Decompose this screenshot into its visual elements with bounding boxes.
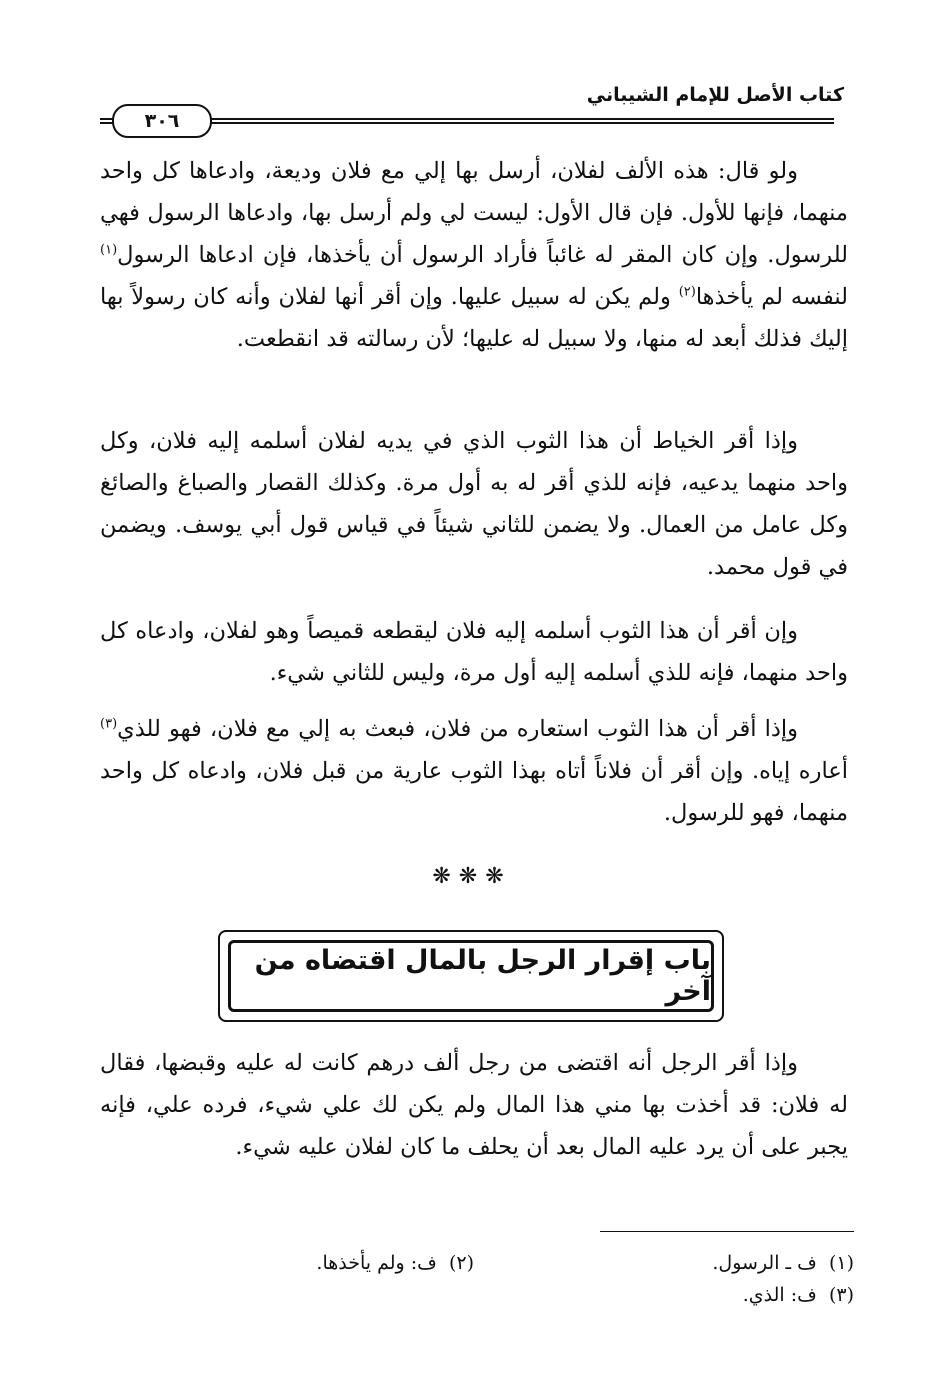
paragraph-2 bbox=[100, 420, 848, 588]
paragraph-2-text: وإذا أقر الخياط أن هذا الثوب الذي في يديه لفلان أسلمه إليه فلان، وكل واحد منهما يدعيه، فإنه للذي أقر له به أول مرة. وكذلك القصار والصباغ والصائغ وكل عامل من العمال. ولا يضمن للثاني شيئاً في قياس قول أبي يوسف. ويضمن في قول محمد. bbox=[100, 428, 848, 580]
footnote-rule bbox=[600, 1231, 854, 1232]
chapter-paragraph bbox=[100, 1042, 848, 1168]
paragraph-3 bbox=[100, 610, 848, 694]
paragraph-1-part-a: ولو قال: هذه الألف لفلان، أرسل بها إلي مع فلان وديعة، وادعاها كل واحد منهما، فإنها للأول. فإن قال الأول: ليست لي ولم أرسل بها، وادعاها الرسول فهي للرسول. وإن كان المقر له غائباً فأراد الرسول أن يأخذها، فإن ادعاها الرسول bbox=[100, 158, 848, 268]
paragraph-4-part-b: أعاره إياه. وإن أقر أن فلاناً أتاه بهذا الثوب عارية من قبل فلان، وادعاه كل واحد منهما، فهو للرسول. bbox=[100, 758, 848, 826]
footnote-2-number: (٢) bbox=[448, 1252, 474, 1274]
footnote-1 bbox=[712, 1252, 854, 1274]
chapter-paragraph-text: وإذا أقر الرجل أنه اقتضى من رجل ألف درهم كانت له عليه وقبضها، فقال له فلان: قد أخذت بها مني هذا المال ولم يكن لك علي شيء، فرده علي، فإنه يجبر على أن يرد عليه المال بعد أن يحلف ما كان لفلان عليه شيء. bbox=[100, 1050, 848, 1160]
paragraph-1 bbox=[100, 150, 848, 360]
page-number: ٣٠٦ bbox=[112, 104, 212, 138]
paragraph-4 bbox=[100, 708, 848, 834]
footnote-2-text: ف: ولم يأخذها. bbox=[316, 1252, 437, 1274]
running-title: كتاب الأصل للإمام الشيباني bbox=[586, 84, 844, 106]
section-ornament: ❋❋❋ bbox=[432, 864, 512, 889]
paragraph-4-part-a: وإذا أقر أن هذا الثوب استعاره من فلان، فبعث به إلي مع فلان، فهو للذي bbox=[117, 716, 798, 742]
chapter-heading: باب إقرار الرجل بالمال اقتضاه من آخر bbox=[254, 945, 711, 1007]
footnote-2 bbox=[316, 1252, 474, 1274]
footnote-ref-3: (٣) bbox=[100, 716, 118, 732]
chapter-heading-inner-frame bbox=[228, 940, 714, 1012]
paragraph-3-text: وإن أقر أن هذا الثوب أسلمه إليه فلان ليقطعه قميصاً وهو لفلان، وادعاه كل واحد منهما، فإنه للذي أسلمه إليه أول مرة، وليس للثاني شيء. bbox=[100, 618, 848, 686]
footnote-1-number: (١) bbox=[828, 1252, 854, 1274]
footnote-3-number: (٣) bbox=[828, 1284, 854, 1306]
paragraph-1-part-b: لنفسه لم يأخذها bbox=[695, 284, 849, 310]
footnote-1-text: ف ـ الرسول. bbox=[712, 1252, 817, 1274]
footnote-3-text: ف: الذي. bbox=[742, 1284, 817, 1306]
paragraph-1-part-c: ولم يكن له سبيل عليها. وإن أقر أنها لفلان وأنه كان رسولاً بها إليك فذلك أبعد له منها، ولا سبيل له عليها؛ لأن رسالته قد انقطعت. bbox=[100, 284, 848, 352]
footnote-ref-1: (١) bbox=[100, 242, 118, 258]
footnote-3 bbox=[743, 1284, 854, 1306]
chapter-heading-frame bbox=[218, 930, 724, 1022]
footnote-ref-2: (٢) bbox=[678, 284, 696, 300]
